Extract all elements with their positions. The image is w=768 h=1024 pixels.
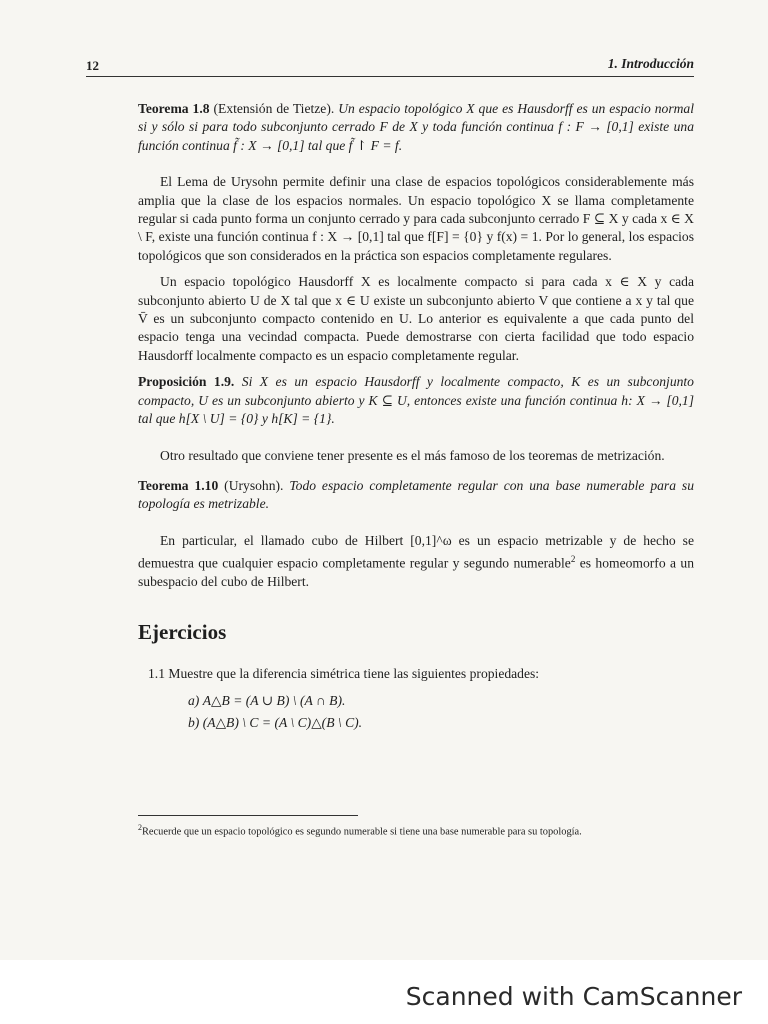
exercise-text: Muestre que la diferencia simétrica tiene las siguientes propiedades: [168,666,540,682]
footnote-reference[interactable]: 2 [570,554,576,565]
proposition-label: Proposición 1.9. [138,374,235,390]
paragraph-locally-compact: Un espacio topológico Hausdorff X es localmente compacto si para cada x ∈ X y cada subconjunto abierto U de X tal que x ∈ U existe un subconjunto abierto V que contiene a x y tal que V̄ es un subconjunto compacto contenido en U. Lo anterior es equivalente a que cada punto del espacio tenga una vecindad compacta. Puede demostrarse con cierta facilidad que todo espacio Hausdorff localmente compacto es un espacio completamente regular. [138,274,694,363]
exercise-item [138,665,694,683]
proposition-statement: Si X es un espacio Hausdorff y localmente compacto, K es un subconjunto compacto, U es un subconjunto abierto y K ⊆ U, entonces existe una función continua h: X → [0,1] tal que h[X \ U] = {0} y h[K] = {1}. [138,374,694,427]
page-number: 12 [86,58,99,73]
chapter-title: 1. Introducción [607,56,694,71]
footnote [138,820,694,840]
page-body [138,100,694,734]
paragraph-hilbert-cube [138,532,694,592]
footnote-separator [138,815,358,816]
theorem-name: (Extensión de Tietze). [213,101,335,116]
theorem-name: (Urysohn). [224,477,284,493]
theorem-1-8 [138,100,694,155]
theorem-label: Teorema 1.8 [138,101,210,116]
theorem-statement: Todo espacio completamente regular con una base numerable para su topología es metrizable. [138,477,694,512]
page-header [86,56,694,77]
scanner-watermark: Scanned with CamScanner [400,980,748,1013]
footnote-mark: 2 [138,823,142,832]
subitem-label: b) [188,714,200,730]
theorem-label: Teorema 1.10 [138,477,219,493]
exercise-subitem [188,712,694,734]
proposition-1-9 [138,373,694,428]
theorem-statement: Un espacio topológico X que es Hausdorff es un espacio normal si y sólo si para todo subconjunto cerrado F de X y toda función continua f : F → [0,1] existe una función continua f̃ : X → [0,1] tal que f̃ ↾ F = f. [138,101,694,153]
paragraph-urysohn-lemma: El Lema de Urysohn permite definir una clase de espacios topológicos considerablemente más amplia que la clase de los espacios normales. Un espacio topológico X se llama completamente regular si cada punto forma un conjunto cerrado y para cada subconjunto cerrado F ⊆ X y cada x ∈ X \ F, existe una función continua f : X → [0,1] tal que f[F] = {0} y f(x) = 1. Por lo general, los espacios topológicos que son considerados en la práctica son espacios completamente regulares. [138,174,694,263]
paragraph-metrization: Otro resultado que conviene tener presente es el más famoso de los teoremas de metrización. [160,447,665,463]
section-heading: Ejercicios [138,620,227,645]
exercise-subitem [188,690,694,712]
paragraph-text: En particular, el llamado cubo de Hilbert [0,1]^ω es un espacio metrizable y de hecho se demuestra que cualquier espacio completamente regular y segundo numerable [138,532,694,571]
subitem-text: A△B = (A ∪ B) \ (A ∩ B). [202,692,346,708]
footnote-text: Recuerde que un espacio topológico es segundo numerable si tiene una base numerable para su topología. [142,826,582,838]
paragraph-text-continued: es homeomorfo a un subespacio del cubo de Hilbert. [138,555,694,590]
subitem-text: (A△B) \ C = (A \ C)△(B \ C). [202,714,363,730]
exercise-subitems [138,690,694,734]
exercise-number: 1.1 [148,666,165,682]
subitem-label: a) [188,692,200,708]
theorem-1-10 [138,477,694,514]
